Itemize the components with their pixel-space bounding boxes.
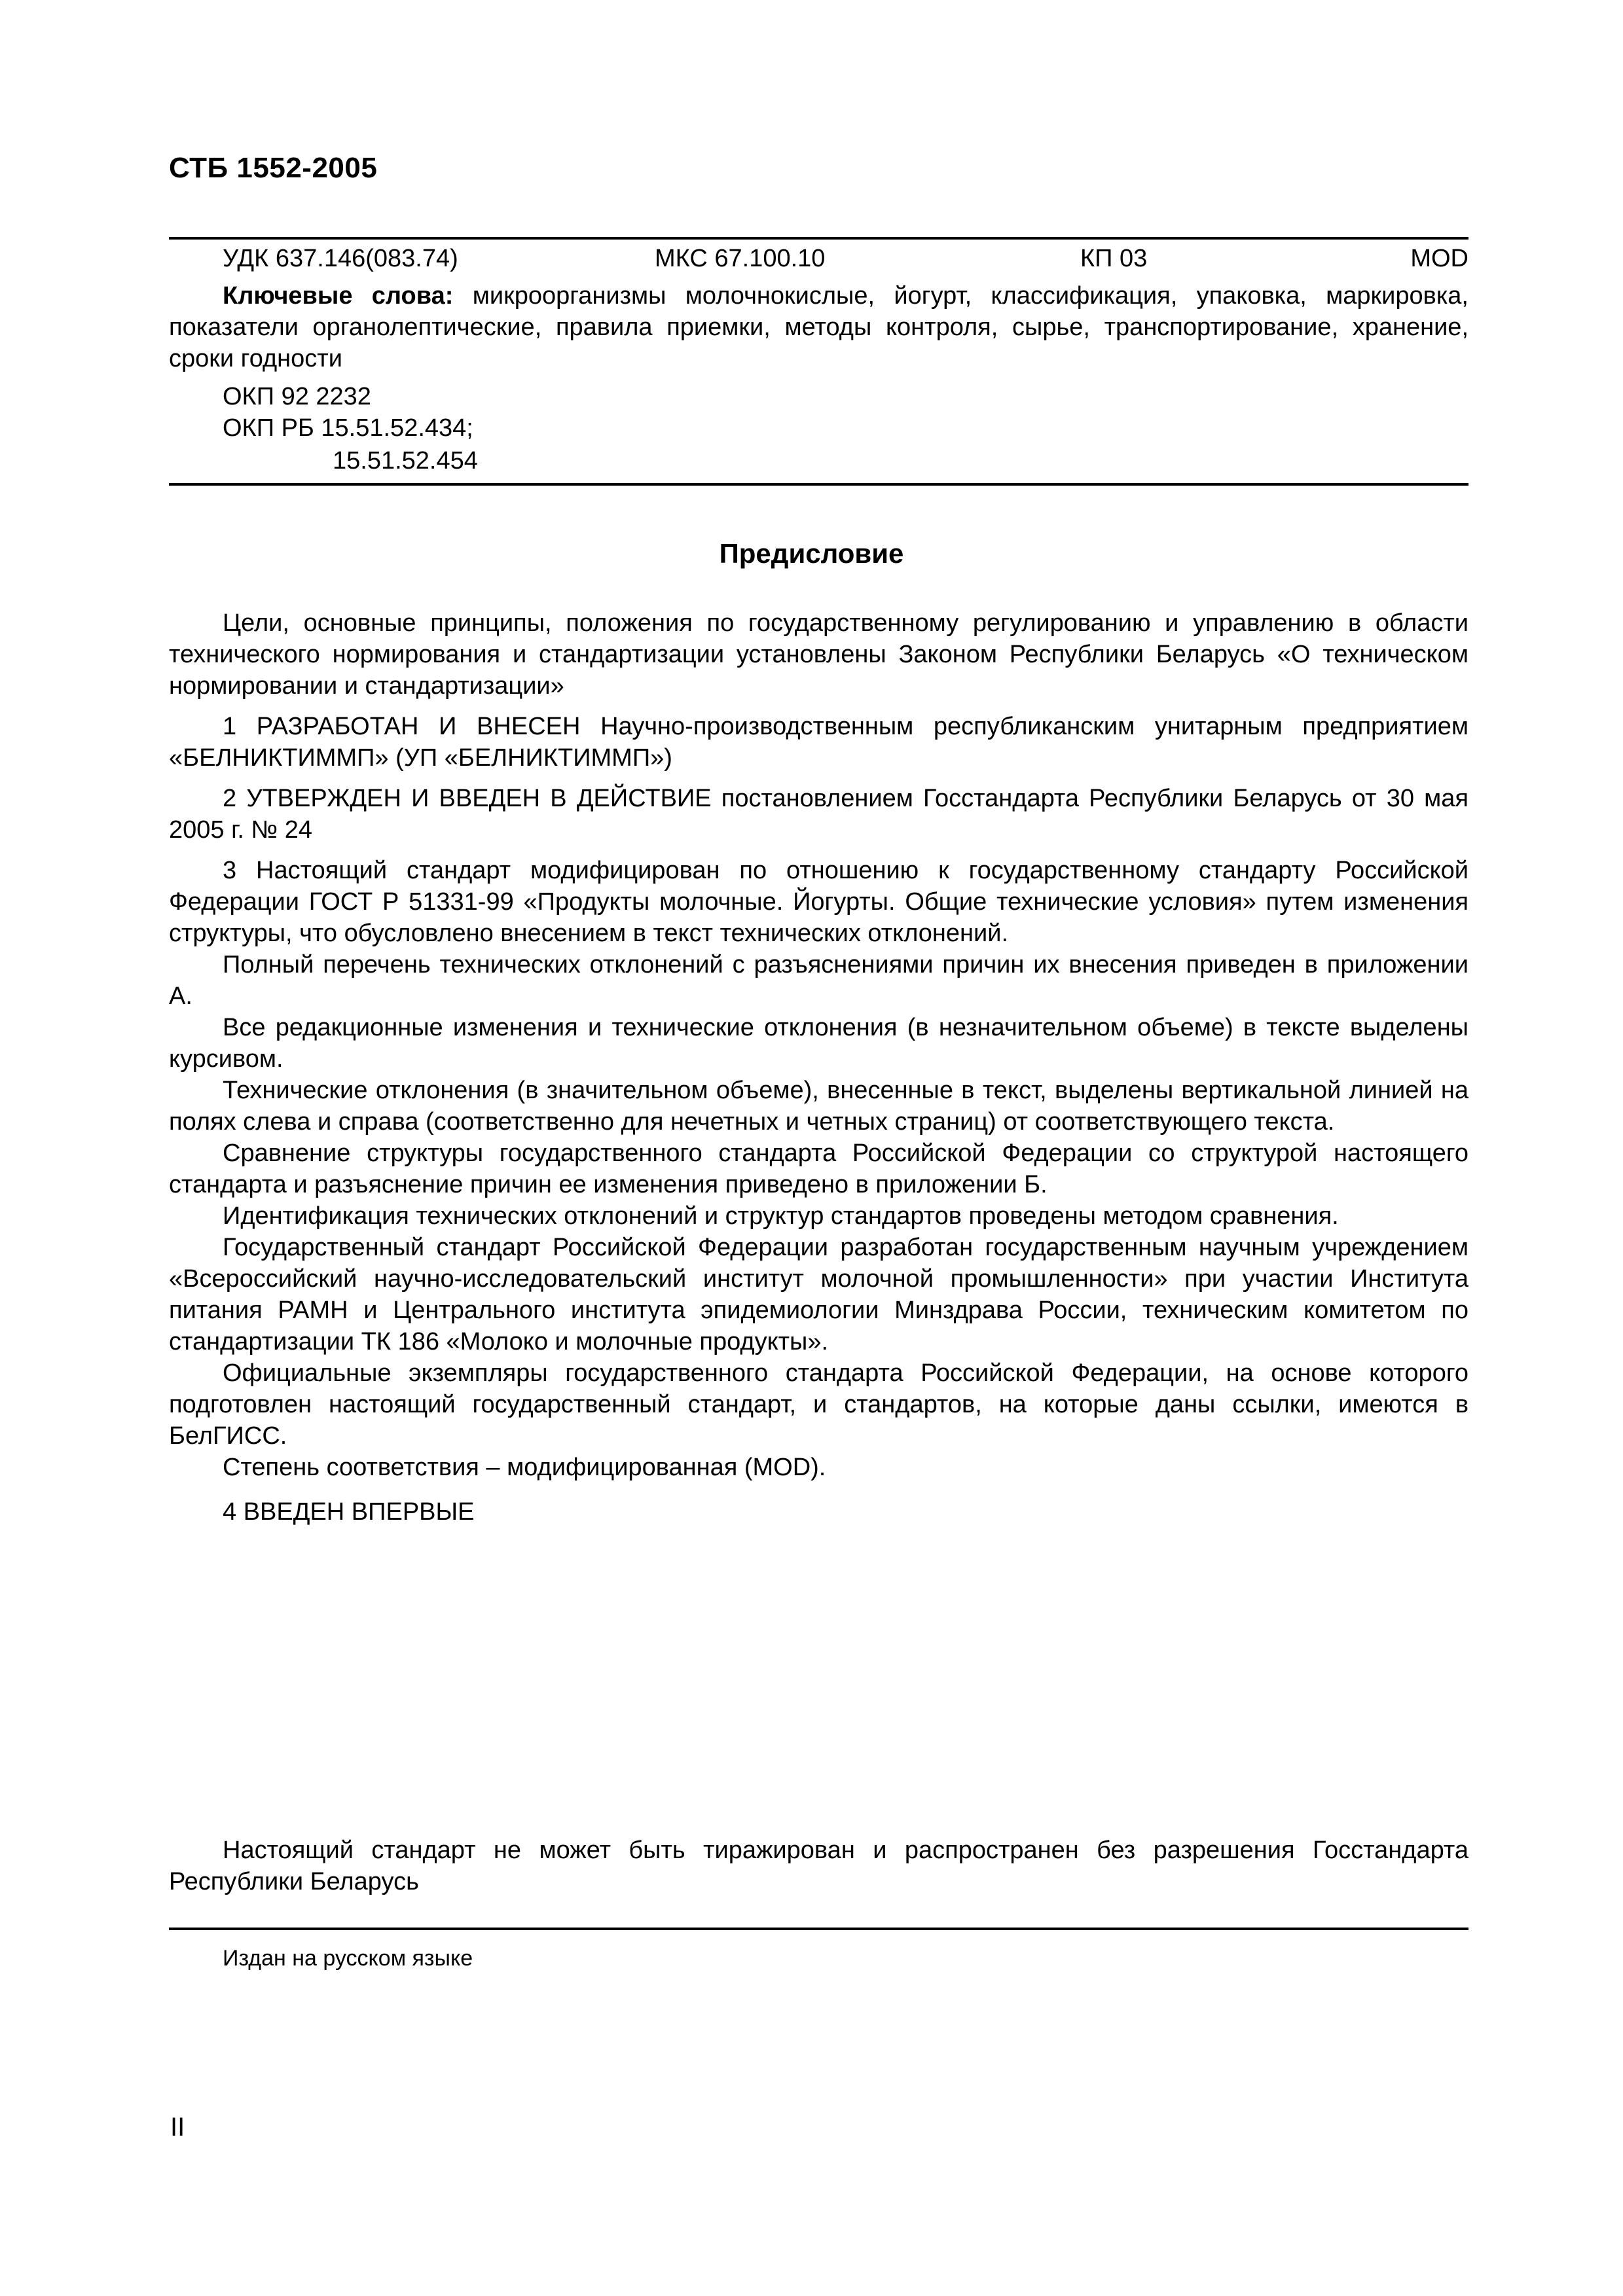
- okp-rb-code-2: 15.51.52.454: [333, 447, 478, 475]
- foreword-paragraph: Все редакционные изменения и технические отклонения (в незначительном объеме) в тексте выделены курсивом.: [169, 1014, 1468, 1073]
- keywords-block: [169, 280, 1468, 374]
- foreword-paragraph: Степень соответствия – модифицированная (MOD).: [223, 1454, 826, 1481]
- okp-code: ОКП 92 2232: [223, 383, 371, 410]
- classification-row: [223, 242, 1468, 275]
- notice-text: Настоящий стандарт не может быть тиражирован и распространен без разрешения Госстандарта Республики Беларусь: [169, 1837, 1468, 1895]
- okp-rb-code: ОКП РБ 15.51.52.434;: [223, 414, 473, 442]
- foreword-paragraph: 1 РАЗРАБОТАН И ВНЕСЕН Научно-производственным республиканским унитарным предприятием «БЕЛНИКТИММП» (УП «БЕЛНИКТИММП»): [169, 713, 1468, 772]
- top-divider: [169, 237, 1468, 240]
- foreword-paragraph: Идентификация технических отклонений и структур стандартов проведены методом сравнения.: [223, 1202, 1339, 1230]
- foreword-paragraph: Официальные экземпляры государственного стандарта Российской Федерации, на основе которого подготовлен настоящий государственный стандарт, и стандартов, на которые даны ссылки, имеются в БелГИСС.: [169, 1359, 1468, 1450]
- foreword-paragraph: Технические отклонения (в значительном объеме), внесенные в текст, выделены вертикальной линией на полях слева и справа (соответственно для нечетных и четных страниц) от соответствующего текста.: [169, 1077, 1468, 1136]
- classification-divider: [169, 483, 1468, 486]
- foreword-paragraph: Цели, основные принципы, положения по государственному регулированию и управлению в области технического нормирования и стандартизации установлены Законом Республики Беларусь «О техническом нормировании и стандартизации»: [169, 609, 1468, 700]
- footer-divider: [169, 1928, 1468, 1930]
- foreword-paragraph: Полный перечень технических отклонений с разъяснениями причин их внесения приведен в приложении А.: [169, 951, 1468, 1010]
- copyright-notice: [169, 1835, 1468, 1897]
- foreword-body: [169, 607, 1468, 1528]
- foreword-paragraph: 3 Настоящий стандарт модифицирован по отношению к государственному стандарту Российской Федерации ГОСТ Р 51331-99 «Продукты молочные. Йогурты. Общие технические условия» путем изменения структуры, что обусловлено внесением в текст технических отклонений.: [169, 857, 1468, 947]
- keywords-label: Ключевые слова:: [223, 282, 454, 310]
- page-number: II: [170, 2113, 185, 2142]
- foreword-paragraph: 4 ВВЕДЕН ВПЕРВЫЕ: [223, 1498, 475, 1526]
- foreword-title: Предисловие: [719, 538, 904, 569]
- mod-code: MOD: [1410, 245, 1468, 272]
- foreword-paragraph: 2 УТВЕРЖДЕН И ВВЕДЕН В ДЕЙСТВИЕ постановлением Госстандарта Республики Беларусь от 30 мая 2005 г. № 24: [169, 785, 1468, 844]
- language-note: Издан на русском языке: [223, 1946, 473, 1971]
- foreword-paragraph: Государственный стандарт Российской Федерации разработан государственным научным учреждением «Всероссийский научно-исследовательский институт молочной промышленности» при участии Института питания РАМН и Центрального института эпидемиологии Минздрава России, техническим комитетом по стандартизации ТК 186 «Молоко и молочные продукты».: [169, 1234, 1468, 1355]
- foreword-paragraph: Сравнение структуры государственного стандарта Российской Федерации со структурой настоящего стандарта и разъяснение причин ее изменения приведено в приложении Б.: [169, 1139, 1468, 1198]
- keywords-text: микроорганизмы молочнокислые, йогурт, классификация, упаковка, маркировка, показатели органолептические, правила приемки, методы контроля, сырье, транспортирование, хранение, сроки годности: [169, 282, 1468, 372]
- document-code: СТБ 1552-2005: [169, 152, 378, 184]
- udk-code: УДК 637.146(083.74): [223, 245, 458, 272]
- mks-code: МКС 67.100.10: [655, 245, 826, 272]
- kp-code: КП 03: [1080, 245, 1148, 272]
